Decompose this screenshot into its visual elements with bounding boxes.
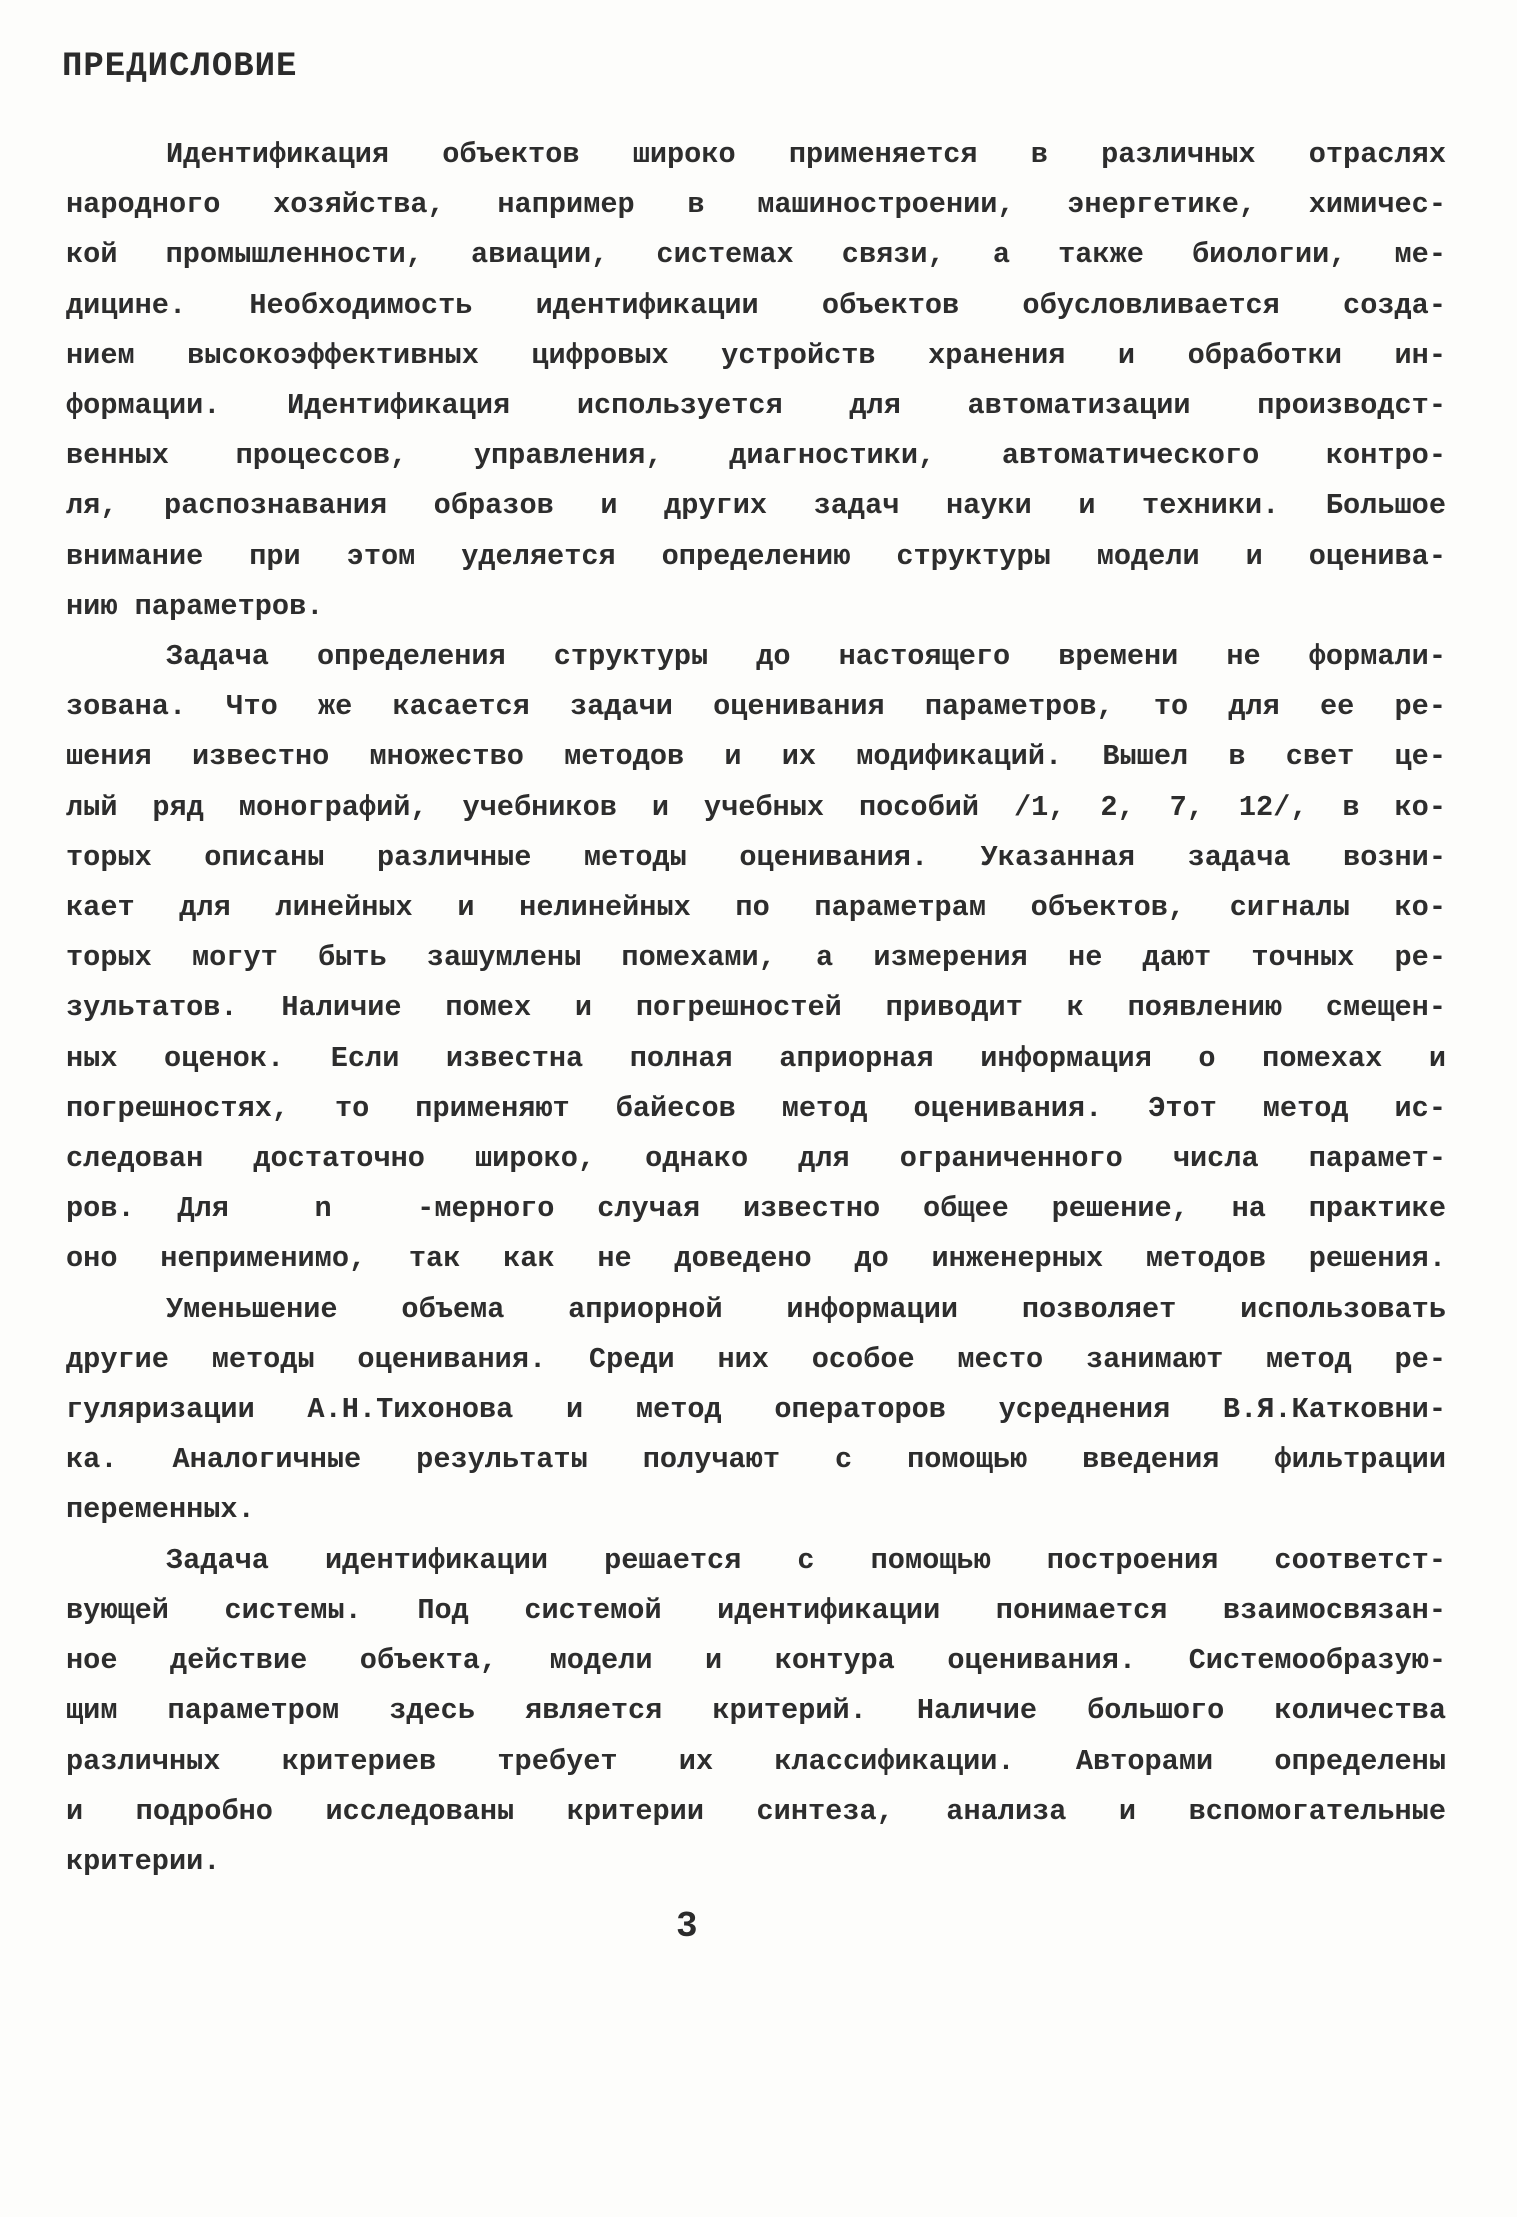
text-line: гуляризации А.Н.Тихонова и метод операторов усреднения В.Я.Катковни- xyxy=(66,1393,1446,1427)
text-line: оно неприменимо, так как не доведено до инженерных методов решения. xyxy=(66,1242,1446,1276)
text-line: народного хозяйства, например в машиностроении, энергетике, химичес- xyxy=(66,188,1446,222)
text-line: шения известно множество методов и их модификаций. Вышел в свет це- xyxy=(66,740,1446,774)
text-line: торых описаны различные методы оценивания. Указанная задача возни- xyxy=(66,840,1446,874)
text-line: переменных. xyxy=(66,1493,255,1527)
text-line: нию параметров. xyxy=(66,589,324,623)
text-line: ров. Для n -мерного случая известно общее решение, на практике xyxy=(66,1192,1446,1226)
text-line: Идентификация объектов широко применяется в различных отраслях xyxy=(166,138,1446,171)
text-line: лый ряд монографий, учебников и учебных пособий /1, 2, 7, 12/, в ко- xyxy=(66,790,1446,824)
text-line: кает для линейных и нелинейных по параметрам объектов, сигналы ко- xyxy=(66,891,1446,925)
text-line: следован достаточно широко, однако для ограниченного числа парамет- xyxy=(66,1142,1446,1176)
text-line: Уменьшение объема априорной информации позволяет использовать xyxy=(166,1292,1446,1326)
text-line: щим параметром здесь является критерий. Наличие большого количества xyxy=(66,1694,1446,1728)
text-line: различных критериев требует их классификации. Авторами определены xyxy=(66,1744,1446,1778)
text-line: и подробно исследованы критерии синтеза, анализа и вспомогательные xyxy=(66,1794,1446,1828)
text-line: торых могут быть зашумлены помехами, а измерения не дают точных ре- xyxy=(66,941,1446,975)
page-title: ПРЕДИСЛОВИЕ xyxy=(62,48,298,86)
text-line: зультатов. Наличие помех и погрешностей приводит к появлению смещен- xyxy=(66,991,1446,1025)
text-line: венных процессов, управления, диагностики, автоматического контро- xyxy=(66,439,1446,473)
text-line: дицине. Необходимость идентификации объектов обусловливается созда- xyxy=(66,288,1446,322)
body-text xyxy=(66,130,1446,1887)
text-line: вующей системы. Под системой идентификации понимается взаимосвязан- xyxy=(66,1593,1446,1627)
text-line: внимание при этом уделяется определению структуры модели и оценива- xyxy=(66,539,1446,573)
page-number: 3 xyxy=(676,1906,698,1947)
text-line: формации. Идентификация используется для автоматизации производст- xyxy=(66,389,1446,423)
text-line: критерии. xyxy=(66,1844,221,1878)
text-line: кой промышленности, авиации, системах связи, а также биологии, ме- xyxy=(66,238,1446,272)
text-line: ных оценок. Если известна полная априорная информация о помехах и xyxy=(66,1041,1446,1075)
text-line: Задача идентификации решается с помощью построения соответст- xyxy=(166,1543,1446,1577)
text-line: погрешностях, то применяют байесов метод оценивания. Этот метод ис- xyxy=(66,1091,1446,1125)
text-line: Задача определения структуры до настоящего времени не формали- xyxy=(166,640,1446,674)
text-line: ка. Аналогичные результаты получают с помощью введения фильтрации xyxy=(66,1443,1446,1477)
text-line: нием высокоэффективных цифровых устройств хранения и обработки ин- xyxy=(66,338,1446,372)
text-line: ля, распознавания образов и других задач науки и техники. Большое xyxy=(66,489,1446,523)
text-line: другие методы оценивания. Среди них особое место занимают метод ре- xyxy=(66,1342,1446,1376)
text-line: ное действие объекта, модели и контура оценивания. Системообразую- xyxy=(66,1644,1446,1678)
text-line: зована. Что же касается задачи оценивания параметров, то для ее ре- xyxy=(66,690,1446,724)
